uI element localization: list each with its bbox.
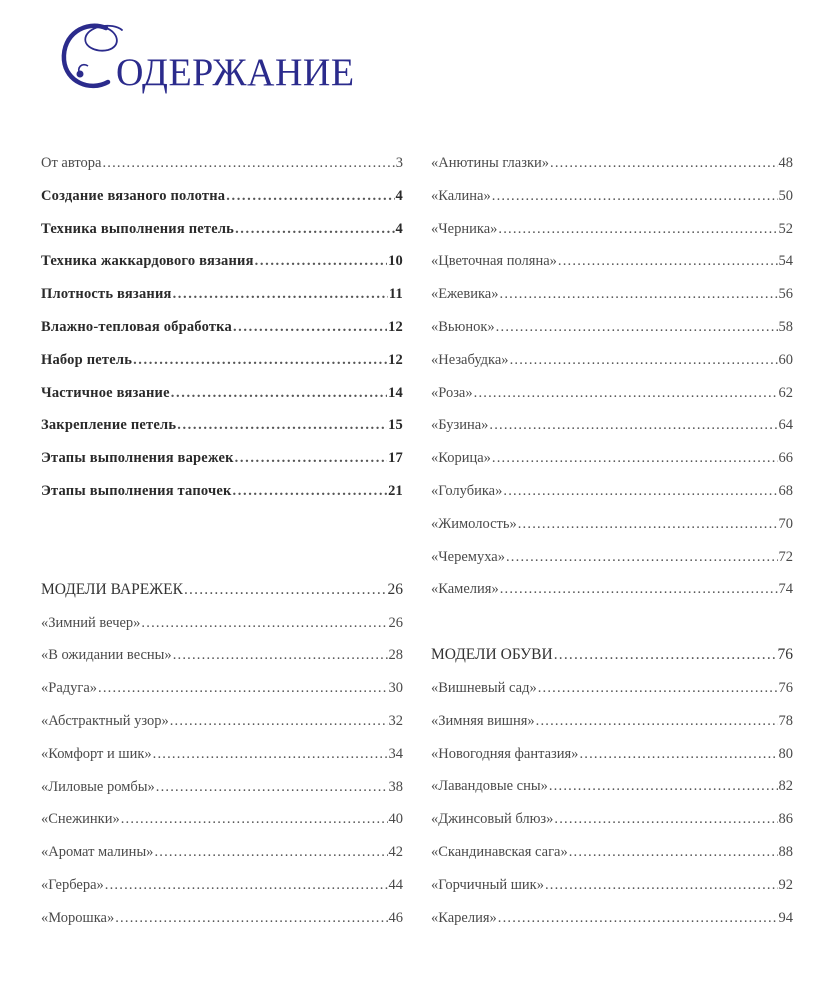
toc-entry-page: 38 [388, 778, 403, 795]
toc-entry-label: «Лавандовые сны» [431, 778, 548, 795]
toc-entry-label: «Комфорт и шик» [41, 745, 152, 762]
toc-entry-page: 17 [388, 450, 403, 467]
toc-entry-label: Этапы выполнения варежек [41, 450, 234, 467]
toc-entry[interactable] [41, 672, 403, 705]
toc-entry[interactable] [41, 475, 403, 508]
leader-dots [549, 770, 778, 803]
leader-dots [255, 245, 387, 278]
toc-entry[interactable] [41, 705, 403, 738]
toc-entry-label: «Карелия» [431, 909, 497, 926]
toc-entry-page: 88 [778, 843, 793, 860]
toc-entry-label: Техника жаккардового вязания [41, 253, 254, 270]
leader-dots [558, 245, 778, 278]
leader-dots [226, 180, 394, 213]
toc-entry-label: «Горчичный шик» [431, 876, 544, 893]
toc-entry[interactable] [41, 738, 403, 771]
leader-dots [235, 442, 387, 475]
leader-dots [177, 409, 387, 442]
leader-dots [184, 574, 387, 607]
leader-dots [498, 213, 777, 246]
toc-entry-page: 26 [388, 614, 403, 631]
toc-entry[interactable] [41, 344, 403, 377]
leader-dots [170, 705, 388, 738]
toc-entry[interactable] [431, 705, 793, 738]
toc-section-footwear[interactable] [431, 639, 793, 672]
toc-entry-page: 56 [778, 286, 793, 303]
toc-entry[interactable] [41, 771, 403, 804]
leader-dots [133, 344, 387, 377]
toc-entry[interactable] [431, 672, 793, 705]
toc-entry-label: «Вишневый сад» [431, 679, 537, 696]
toc-entry-page: 52 [778, 220, 793, 237]
toc-entry-label: «Зимний вечер» [41, 614, 141, 631]
toc-section-page: 26 [387, 580, 403, 598]
toc-entry-page: 12 [388, 351, 403, 368]
toc-entry-page: 74 [778, 581, 793, 598]
toc-entry-label: «В ожидании весны» [41, 647, 172, 664]
leader-dots [500, 278, 778, 311]
toc-entry-label: «Радуга» [41, 680, 98, 697]
leader-dots [550, 147, 777, 180]
toc-entry[interactable] [41, 377, 403, 410]
toc-entry[interactable] [431, 311, 793, 344]
toc-entry-page: 48 [778, 155, 793, 171]
leader-dots [154, 836, 387, 869]
toc-entry[interactable] [41, 607, 403, 640]
toc-entry-label: «Калина» [431, 187, 491, 204]
toc-entry-page: 82 [778, 778, 793, 795]
toc-entry[interactable] [41, 213, 403, 246]
toc-entry-label: «Жимолость» [431, 515, 517, 532]
title-initial-swash [56, 16, 118, 94]
toc-entry[interactable] [41, 803, 403, 836]
leader-dots [569, 836, 778, 869]
leader-dots [489, 409, 777, 442]
leader-dots [538, 672, 778, 705]
leader-dots [121, 803, 388, 836]
toc-entry-page: 15 [388, 417, 403, 434]
toc-entry-page: 92 [778, 876, 793, 893]
toc-entry-page: 4 [395, 187, 403, 204]
leader-dots [506, 541, 778, 574]
toc-entry[interactable] [431, 442, 793, 475]
toc-entry-page: 68 [778, 482, 793, 499]
leader-dots [153, 738, 388, 771]
toc-entry-label: От автора [41, 155, 102, 171]
toc-entry-page: 50 [778, 187, 793, 204]
spacer [41, 541, 403, 574]
toc-entry-label: «Новогодняя фантазия» [431, 745, 579, 762]
leader-dots [102, 147, 394, 180]
toc-entry-page: 80 [778, 745, 793, 762]
toc-entry[interactable] [431, 738, 793, 771]
toc-section-label: МОДЕЛИ ОБУВИ [431, 646, 553, 664]
toc-entry[interactable] [41, 245, 403, 278]
toc-entry-label: Техника выполнения петель [41, 220, 235, 237]
leader-dots [115, 902, 387, 935]
toc-entry-label: «Цветочная поляна» [431, 253, 557, 270]
leader-dots [510, 344, 778, 377]
toc-entry-page: 28 [388, 647, 403, 664]
leader-dots [492, 180, 778, 213]
toc-entry-page: 42 [388, 844, 403, 861]
toc-entry-label: Влажно-тепловая обработка [41, 318, 232, 335]
toc-entry-page: 66 [778, 450, 793, 467]
toc-entry-label: Закрепление петель [41, 417, 177, 434]
leader-dots [105, 869, 388, 902]
toc-entry-page: 94 [778, 909, 793, 926]
leader-dots [173, 639, 388, 672]
toc-entry[interactable] [41, 409, 403, 442]
toc-entry-page: 32 [388, 712, 403, 729]
toc-entry-page: 40 [388, 811, 403, 828]
toc-entry-label: «Аромат малины» [41, 844, 154, 861]
toc-entry-label: «Зимняя вишня» [431, 712, 535, 729]
toc-entry-page: 70 [778, 515, 793, 532]
toc-entry-page: 3 [395, 155, 403, 171]
toc-entry-page: 34 [388, 745, 403, 762]
leader-dots [498, 902, 778, 935]
toc-entry-page: 64 [778, 417, 793, 434]
toc-entry[interactable] [431, 836, 793, 869]
toc-entry-page: 44 [388, 876, 403, 893]
leader-dots [579, 738, 777, 771]
toc-entry-label: «Бузина» [431, 417, 489, 434]
toc-entry[interactable] [431, 213, 793, 246]
toc-section-page: 76 [777, 646, 793, 664]
toc-entry-label: «Черника» [431, 220, 498, 237]
toc-entry-page: 21 [388, 482, 403, 499]
leader-dots [503, 475, 777, 508]
toc-entry[interactable] [41, 180, 403, 213]
toc-entry-page: 11 [388, 286, 403, 303]
toc-entry-page: 12 [388, 318, 403, 335]
toc-entry-page: 76 [778, 679, 793, 696]
toc-entry-page: 30 [388, 680, 403, 697]
leader-dots [496, 311, 778, 344]
leader-dots [233, 475, 388, 508]
toc-entry-label: «Незабудка» [431, 351, 509, 368]
toc-entry[interactable] [41, 311, 403, 344]
spacer [41, 508, 403, 541]
toc-entry-page: 62 [778, 384, 793, 401]
toc-entry-label: «Джинсовый блюз» [431, 811, 554, 828]
toc-entry[interactable] [41, 902, 403, 935]
leader-dots [554, 803, 777, 836]
toc-entry-page: 86 [778, 811, 793, 828]
leader-dots [156, 771, 388, 804]
leader-dots [235, 213, 394, 246]
toc-section-label: МОДЕЛИ ВАРЕЖЕК [41, 580, 183, 598]
toc-entry-label: «Гербера» [41, 876, 104, 893]
leader-dots [545, 869, 778, 902]
toc-entry-label: «Роза» [431, 384, 473, 401]
leader-dots [500, 573, 778, 606]
toc-entry-label: «Морошка» [41, 909, 115, 926]
leader-dots [554, 639, 777, 672]
toc-entry-page: 10 [388, 253, 403, 270]
toc-entry[interactable] [431, 803, 793, 836]
toc-entry-page: 58 [778, 318, 793, 335]
leader-dots [233, 311, 387, 344]
toc-entry[interactable] [41, 278, 403, 311]
title-text: ОДЕРЖАНИЕ [116, 51, 355, 95]
toc-entry-page: 4 [395, 220, 403, 237]
toc-section-mittens[interactable] [41, 574, 403, 607]
toc-entry-label: Этапы выполнения тапочек [41, 482, 232, 499]
toc-entry-label: «Лиловые ромбы» [41, 778, 155, 795]
leader-dots [536, 705, 778, 738]
toc-entry[interactable] [41, 442, 403, 475]
toc-entry-page: 54 [778, 253, 793, 270]
toc-entry-page: 60 [778, 351, 793, 368]
toc-entry[interactable] [41, 639, 403, 672]
leader-dots [474, 377, 778, 410]
toc-entry[interactable] [431, 377, 793, 410]
toc-entry-label: Плотность вязания [41, 286, 172, 303]
toc-entry[interactable] [431, 409, 793, 442]
toc-entry-label: «Корица» [431, 450, 491, 467]
toc-entry[interactable] [431, 147, 793, 180]
toc-entry[interactable] [431, 508, 793, 541]
page-title [56, 14, 355, 94]
toc-entry-label: «Камелия» [431, 581, 499, 598]
toc-entry-label: «Анютины глазки» [431, 155, 550, 171]
leader-dots [173, 278, 388, 311]
toc-entry-page: 72 [778, 548, 793, 565]
toc-entry[interactable] [41, 836, 403, 869]
toc-entry[interactable] [431, 869, 793, 902]
toc-entry-label: Набор петель [41, 351, 133, 368]
leader-dots [492, 442, 778, 475]
toc-entry[interactable] [431, 902, 793, 935]
toc-entry[interactable] [431, 344, 793, 377]
toc-entry[interactable] [431, 573, 793, 606]
toc-entry-page: 46 [388, 909, 403, 926]
leader-dots [171, 377, 387, 410]
spacer [431, 606, 793, 639]
toc-entry-page: 78 [778, 712, 793, 729]
toc-entry-label: «Черемуха» [431, 548, 505, 565]
toc-entry[interactable] [41, 869, 403, 902]
toc-entry-label: «Ежевика» [431, 286, 499, 303]
toc-entry[interactable] [431, 475, 793, 508]
toc-entry[interactable] [431, 180, 793, 213]
toc-entry-label: «Скандинавская сага» [431, 843, 568, 860]
toc-entry[interactable] [431, 770, 793, 803]
toc-entry-page: 14 [388, 384, 403, 401]
toc-entry-label: «Голубика» [431, 482, 503, 499]
toc-column-left [41, 147, 403, 935]
leader-dots [141, 607, 387, 640]
toc-column-right [431, 147, 793, 934]
toc-entry[interactable] [431, 245, 793, 278]
toc-entry-label: «Абстрактный узор» [41, 712, 169, 729]
toc-entry-label: «Снежинки» [41, 811, 120, 828]
toc-entry-label: «Вьюнок» [431, 318, 495, 335]
toc-entry-label: Частичное вязание [41, 384, 170, 401]
toc-entry[interactable] [431, 541, 793, 574]
leader-dots [518, 508, 778, 541]
leader-dots [98, 672, 387, 705]
toc-entry-label: Создание вязаного полотна [41, 187, 226, 204]
toc-entry[interactable] [41, 147, 403, 180]
toc-entry[interactable] [431, 278, 793, 311]
